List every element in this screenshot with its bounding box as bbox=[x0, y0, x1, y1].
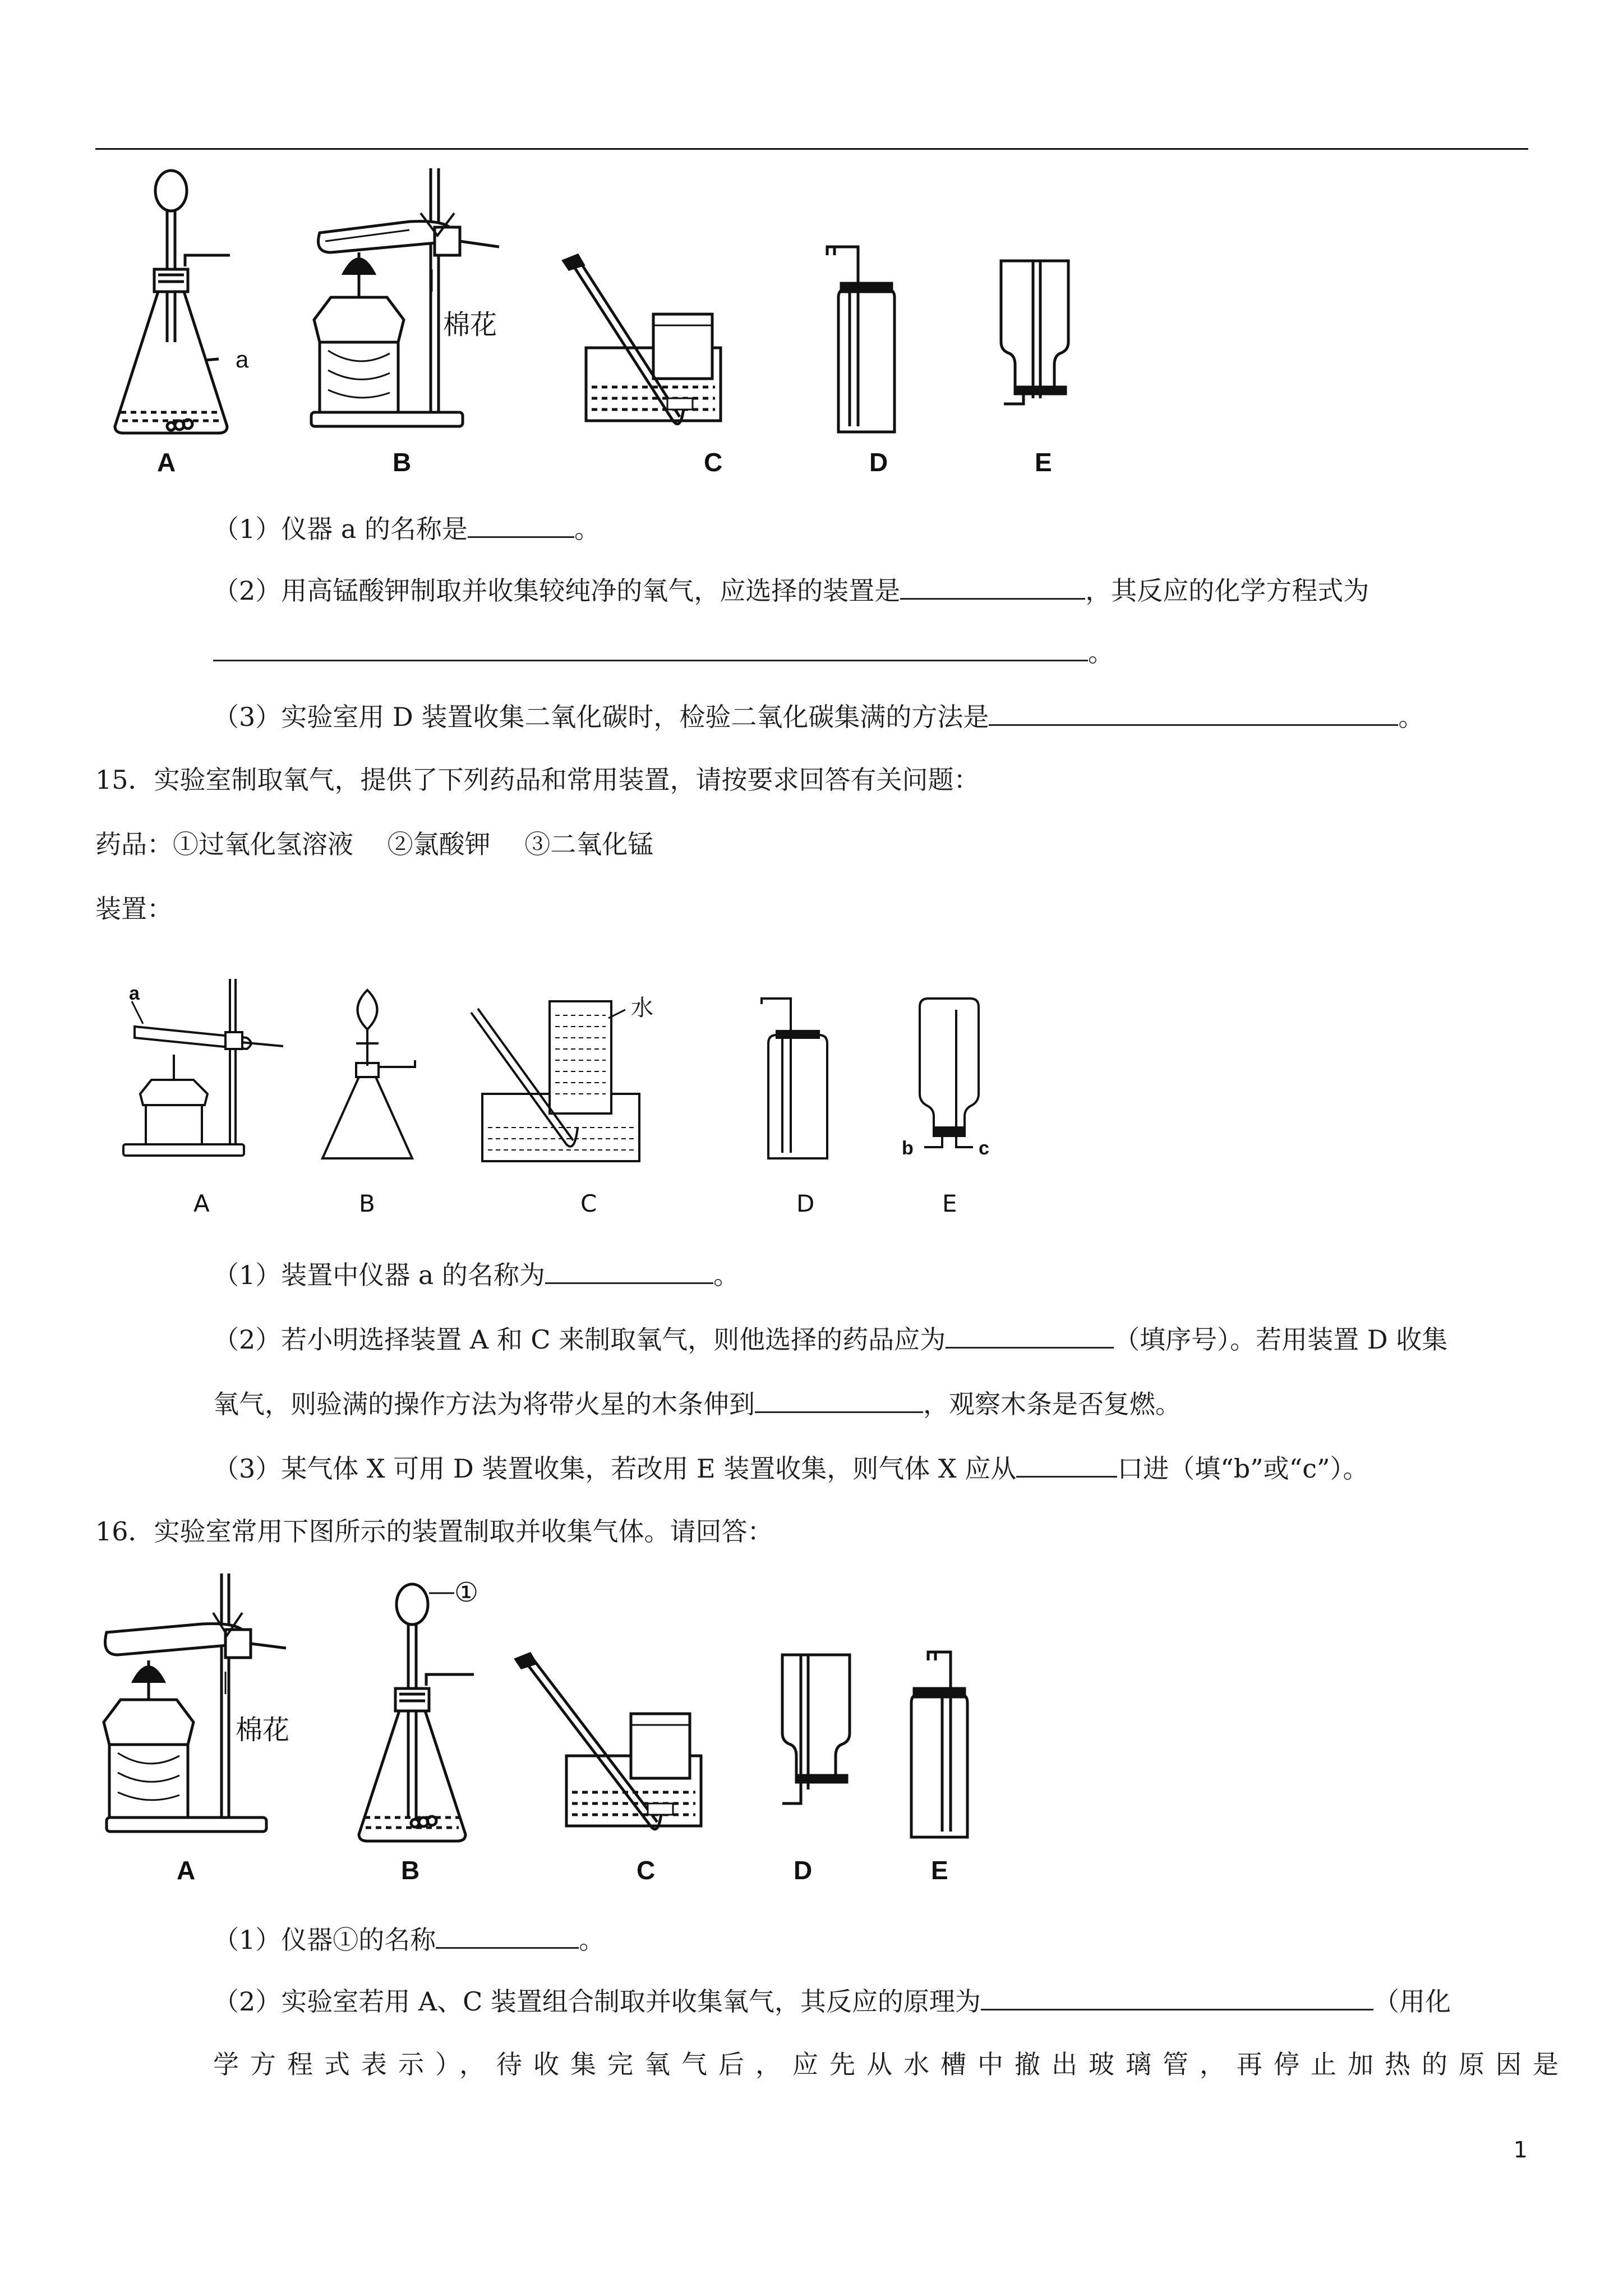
q15-p2-text: （2）若小明选择装置 A 和 C 来制取氧气，则他选择的药品应为 bbox=[213, 1324, 946, 1355]
q15-p3-blank[interactable] bbox=[1016, 1450, 1117, 1478]
annotation-c: c bbox=[979, 1138, 989, 1159]
q15-p3-end: 口进（填“b”或“c”）。 bbox=[1117, 1453, 1369, 1484]
annotation-cotton: 棉花 bbox=[443, 309, 497, 341]
q15-p1-blank[interactable] bbox=[545, 1257, 713, 1284]
q14-p3-end: 。 bbox=[1398, 702, 1424, 732]
water-trough-apparatus-2 bbox=[471, 1001, 639, 1161]
annotation-a: a bbox=[236, 346, 249, 372]
annotation-b: b bbox=[902, 1138, 914, 1159]
q15-p2-line2-end: ，观察木条是否复燃。 bbox=[923, 1389, 1181, 1419]
gas-bottle-D bbox=[827, 247, 895, 432]
q15-p2-blank1[interactable] bbox=[946, 1321, 1114, 1349]
q15-p3-text: （3）某气体 X 可用 D 装置收集，若改用 E 装置收集，则气体 X 应从 bbox=[213, 1453, 1017, 1484]
heating-apparatus-3 bbox=[104, 1573, 286, 1832]
q15-p2-line2: 氧气，则验满的操作方法为将带火星的木条伸到 bbox=[213, 1389, 755, 1419]
flask-funnel-apparatus-2 bbox=[322, 990, 415, 1158]
gas-bottle-E-2 bbox=[920, 999, 979, 1147]
q14-p2-end: 。 bbox=[1088, 637, 1114, 668]
label-D: D bbox=[794, 1856, 813, 1885]
q16-title: 16．实验室常用下图所示的装置制取并收集气体。请回答： bbox=[95, 1516, 773, 1547]
q16-p1-blank[interactable] bbox=[436, 1921, 579, 1949]
q16-p1-text: （1）仪器①的名称 bbox=[213, 1925, 436, 1955]
q15-p2-mid: （填序号）。若用装置 D 收集 bbox=[1114, 1324, 1448, 1355]
label-A: A bbox=[193, 1190, 210, 1217]
q15-drugs: 药品：①过氧化氢溶液 ②氯酸钾 ③二氧化锰 bbox=[95, 829, 654, 859]
label-C: C bbox=[704, 448, 723, 477]
q15-part3 bbox=[213, 1450, 1368, 1485]
q16-part2-line2: 学方程式表示），待收集完氧气后，应先从水槽中撤出玻璃管，再停止加热的原因是 bbox=[213, 2049, 1570, 2079]
label-B: B bbox=[393, 448, 412, 477]
q15-devices: 装置： bbox=[95, 894, 173, 924]
water-trough-apparatus-3 bbox=[516, 1654, 701, 1829]
q16-p2-end: （用化 bbox=[1373, 1986, 1451, 2017]
label-D: D bbox=[869, 448, 888, 477]
annotation-a: a bbox=[129, 983, 140, 1004]
q15-p1-text: （1）装置中仪器 a 的名称为 bbox=[213, 1260, 545, 1290]
q14-p2-blank2[interactable] bbox=[213, 634, 1088, 661]
q14-part3 bbox=[213, 698, 1424, 734]
water-trough-apparatus bbox=[564, 255, 721, 424]
q14-p2-blank1[interactable] bbox=[900, 572, 1085, 600]
flask-funnel-apparatus-3 bbox=[359, 1584, 474, 1841]
label-E: E bbox=[1035, 448, 1052, 477]
q14-p3-blank[interactable] bbox=[989, 698, 1398, 726]
label-A: A bbox=[157, 448, 176, 477]
q14-p1-end: 。 bbox=[574, 514, 600, 544]
heating-apparatus bbox=[311, 168, 499, 426]
q14-part1 bbox=[213, 510, 600, 546]
flask-funnel-apparatus bbox=[115, 171, 230, 433]
label-E: E bbox=[942, 1190, 957, 1217]
q15-part2-line2 bbox=[213, 1386, 1181, 1421]
q14-p1-text: （1）仪器 a 的名称是 bbox=[213, 514, 468, 544]
q16-p2-text: （2）实验室若用 A、C 装置组合制取并收集氧气，其反应的原理为 bbox=[213, 1986, 981, 2017]
annotation-1: ① bbox=[454, 1577, 479, 1608]
q14-part2-line2 bbox=[213, 634, 1114, 669]
q16-part1 bbox=[213, 1921, 605, 1957]
gas-bottle-E-3 bbox=[911, 1652, 967, 1837]
q14-p3-text: （3）实验室用 D 装置收集二氧化碳时，检验二氧化碳集满的方法是 bbox=[213, 702, 989, 732]
apparatus-figure-3 bbox=[95, 1571, 1049, 1885]
q15-p2-blank2[interactable] bbox=[755, 1386, 923, 1413]
q15-title: 15．实验室制取氧气，提供了下列药品和常用装置，请按要求回答有关问题： bbox=[95, 765, 980, 795]
q15-p1-end: 。 bbox=[713, 1260, 739, 1290]
label-B: B bbox=[401, 1856, 420, 1885]
header-rule bbox=[95, 148, 1528, 150]
label-D: D bbox=[796, 1190, 815, 1217]
label-C: C bbox=[580, 1190, 597, 1217]
label-B: B bbox=[359, 1190, 375, 1217]
annotation-water: 水 bbox=[631, 995, 653, 1021]
page-number: 1 bbox=[1513, 2137, 1528, 2163]
gas-bottle-E bbox=[1001, 261, 1068, 404]
q16-p1-end: 。 bbox=[579, 1925, 605, 1955]
gas-bottle-D-3 bbox=[782, 1655, 850, 1803]
heating-apparatus-2 bbox=[123, 979, 283, 1156]
q14-p1-blank[interactable] bbox=[468, 510, 574, 538]
q15-part1 bbox=[213, 1257, 739, 1292]
gas-bottle-D-2 bbox=[762, 999, 827, 1158]
q14-p2-mid: ，其反应的化学方程式为 bbox=[1085, 576, 1370, 606]
q15-part2 bbox=[213, 1321, 1447, 1356]
annotation-cotton: 棉花 bbox=[236, 1714, 290, 1746]
label-A: A bbox=[177, 1856, 196, 1885]
q16-p2-blank[interactable] bbox=[981, 1983, 1373, 2010]
q14-p2-text: （2）用高锰酸钾制取并收集较纯净的氧气，应选择的装置是 bbox=[213, 576, 901, 606]
q16-part2 bbox=[213, 1983, 1451, 2018]
apparatus-figure-2 bbox=[101, 959, 1054, 1240]
label-C: C bbox=[637, 1856, 656, 1885]
label-E: E bbox=[931, 1856, 948, 1885]
q14-part2 bbox=[213, 572, 1369, 608]
apparatus-figure-1 bbox=[95, 157, 1161, 494]
